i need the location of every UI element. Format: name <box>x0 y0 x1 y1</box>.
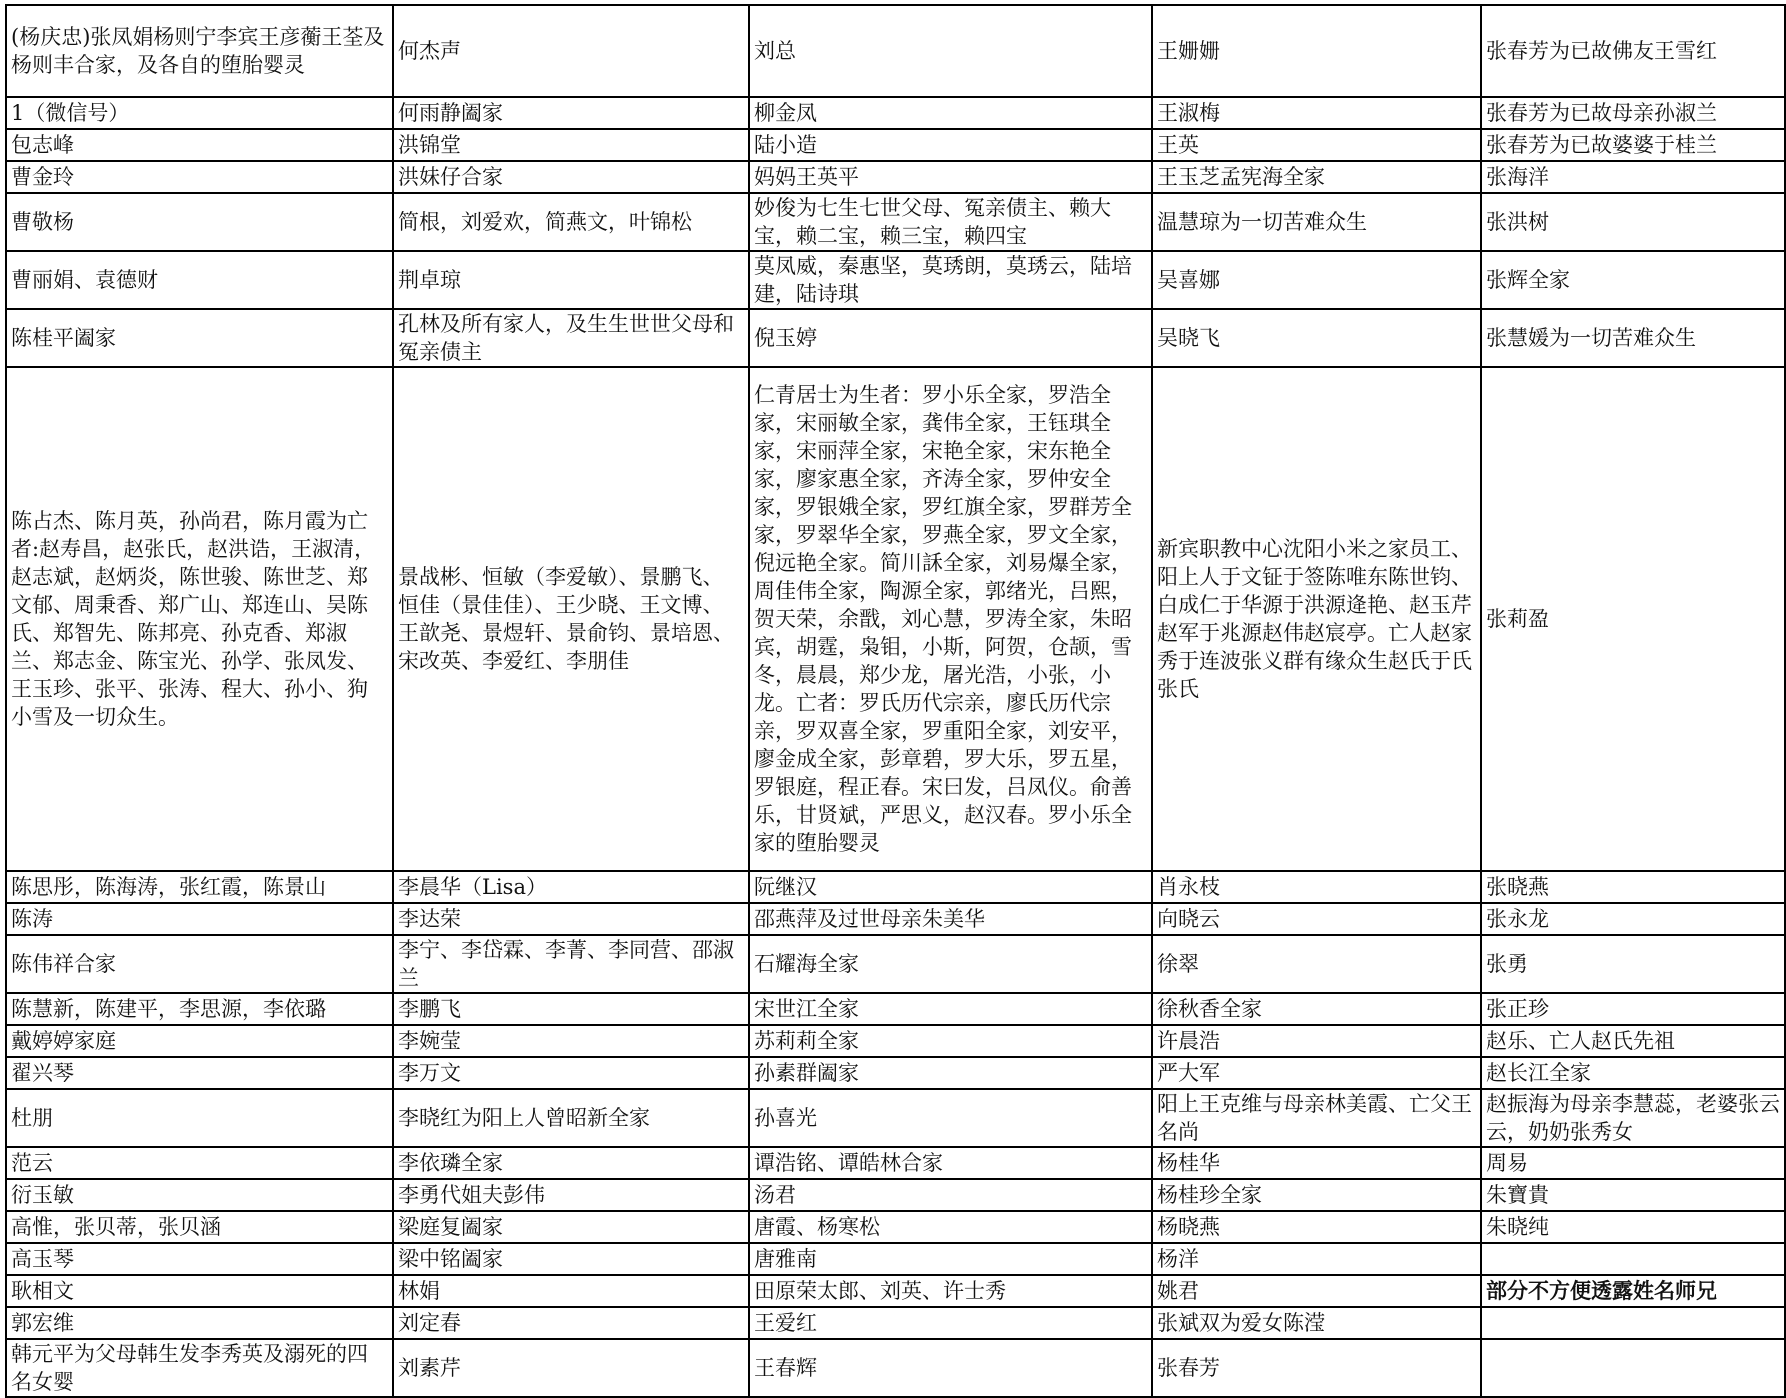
table-cell: 荆卓琼 <box>393 251 749 309</box>
table-row <box>6 1179 1785 1211</box>
table-cell: 张晓燕 <box>1481 871 1785 903</box>
table-cell: 李达荣 <box>393 903 749 935</box>
table-row <box>6 1307 1785 1339</box>
table-row <box>6 1339 1785 1397</box>
table-cell: 部分不方便透露姓名师兄 <box>1481 1275 1785 1307</box>
table-cell: 李依璘全家 <box>393 1147 749 1179</box>
table-cell: 衍玉敏 <box>6 1179 393 1211</box>
table-row <box>6 5 1785 97</box>
table-cell: 吴喜娜 <box>1152 251 1481 309</box>
table-cell: 刘总 <box>749 5 1152 97</box>
table-cell: 邵燕萍及过世母亲朱美华 <box>749 903 1152 935</box>
table-cell: 陈慧新，陈建平，李思源，李依璐 <box>6 993 393 1025</box>
table-cell: 周易 <box>1481 1147 1785 1179</box>
table-cell: 姚君 <box>1152 1275 1481 1307</box>
table-cell: 孙素群阖家 <box>749 1057 1152 1089</box>
table-cell: 林娟 <box>393 1275 749 1307</box>
table-cell: 1（微信号） <box>6 97 393 129</box>
table-cell: 王英 <box>1152 129 1481 161</box>
table-cell: 莫凤威，秦惠坚，莫琇朗，莫琇云，陆培建，陆诗琪 <box>749 251 1152 309</box>
table-cell: 张春芳 <box>1152 1339 1481 1397</box>
table-cell: 张斌双为爱女陈滢 <box>1152 1307 1481 1339</box>
table-row <box>6 1089 1785 1147</box>
table-cell: 张春芳为已故婆婆于桂兰 <box>1481 129 1785 161</box>
table-cell: 吴晓飞 <box>1152 309 1481 367</box>
table-cell: 张勇 <box>1481 935 1785 993</box>
table-cell: 李宁、李岱霖、李菁、李同营、邵淑兰 <box>393 935 749 993</box>
table-cell: 张正珍 <box>1481 993 1785 1025</box>
table-cell: 许晨浩 <box>1152 1025 1481 1057</box>
table-cell: 张辉全家 <box>1481 251 1785 309</box>
table-cell: 唐雅南 <box>749 1243 1152 1275</box>
table-row <box>6 251 1785 309</box>
table-cell: 简根，刘爱欢，简燕文，叶锦松 <box>393 193 749 251</box>
names-table-body <box>6 5 1785 1397</box>
table-cell: 徐秋香全家 <box>1152 993 1481 1025</box>
table-cell: 张莉盈 <box>1481 367 1785 871</box>
table-cell <box>1481 1339 1785 1397</box>
table-row <box>6 903 1785 935</box>
table-cell: 杨洋 <box>1152 1243 1481 1275</box>
table-cell: 梁庭复阖家 <box>393 1211 749 1243</box>
table-cell: 王春辉 <box>749 1339 1152 1397</box>
table-cell: 宋世江全家 <box>749 993 1152 1025</box>
table-cell: 范云 <box>6 1147 393 1179</box>
table-cell: 向晓云 <box>1152 903 1481 935</box>
table-cell: 孔林及所有家人，及生生世世父母和冤亲债主 <box>393 309 749 367</box>
table-cell: 李万文 <box>393 1057 749 1089</box>
table-cell: 耿相文 <box>6 1275 393 1307</box>
table-cell: 何雨静阖家 <box>393 97 749 129</box>
table-row <box>6 1243 1785 1275</box>
table-cell: 王姗姗 <box>1152 5 1481 97</box>
table-cell: 赵振海为母亲李慧蕊，老婆张云云，奶奶张秀女 <box>1481 1089 1785 1147</box>
table-cell: 刘定春 <box>393 1307 749 1339</box>
table-cell: 梁中铭阖家 <box>393 1243 749 1275</box>
table-cell: 景战彬、恒敏（李爱敏）、景鹏飞、恒佳（景佳佳）、王少晓、王文博、王歆尧、景煜轩、景俞钧、景培恩、宋改英、李爱红、李朋佳 <box>393 367 749 871</box>
table-row <box>6 161 1785 193</box>
table-cell: 阮继汉 <box>749 871 1152 903</box>
table-cell: (杨庆忠)张凤娟杨则宁李宾王彦蘅王荃及杨则丰合家，及各自的堕胎婴灵 <box>6 5 393 97</box>
table-cell: 孙喜光 <box>749 1089 1152 1147</box>
table-cell: 王淑梅 <box>1152 97 1481 129</box>
table-cell: 柳金凤 <box>749 97 1152 129</box>
table-cell: 李勇代姐夫彭伟 <box>393 1179 749 1211</box>
table-row <box>6 129 1785 161</box>
table-row <box>6 1025 1785 1057</box>
table-cell: 刘素芹 <box>393 1339 749 1397</box>
table-cell: 赵乐、亡人赵氏先祖 <box>1481 1025 1785 1057</box>
table-cell: 倪玉婷 <box>749 309 1152 367</box>
table-cell: 田原荣太郎、刘英、许士秀 <box>749 1275 1152 1307</box>
table-row <box>6 309 1785 367</box>
table-cell: 王玉芝孟宪海全家 <box>1152 161 1481 193</box>
table-cell: 张慧媛为一切苦难众生 <box>1481 309 1785 367</box>
table-cell: 张海洋 <box>1481 161 1785 193</box>
table-cell: 陈桂平阖家 <box>6 309 393 367</box>
table-row <box>6 1057 1785 1089</box>
table-cell: 赵长江全家 <box>1481 1057 1785 1089</box>
table-cell: 妈妈王英平 <box>749 161 1152 193</box>
table-cell: 仁青居士为生者：罗小乐全家，罗浩全家，宋丽敏全家，龚伟全家，王钰琪全家，宋丽萍全家，宋艳全家，宋东艳全家，廖家惠全家，齐涛全家，罗仲安全家，罗银娥全家，罗红旗全家，罗群芳全家，罗翠华全家，罗燕全家，罗文全家，倪远艳全家。简川訸全家，刘易爆全家，周佳伟全家，陶源全家，郭绪光，吕熙，贺天荣，余戬，刘心慧，罗涛全家，朱昭宾，胡霆，枭钼，小斯，阿贺，仓颉，雪冬，晨晨，郑少龙，屠光浩，小张，小龙。亡者：罗氏历代宗亲，廖氏历代宗亲，罗双喜全家，罗重阳全家，刘安平，廖金成全家，彭章碧，罗大乐，罗五星，罗银庭，程正春。宋曰发，吕凤仪。俞善乐，甘贤斌，严思义，赵汉春。罗小乐全家的堕胎婴灵 <box>749 367 1152 871</box>
table-row <box>6 367 1785 871</box>
table-cell: 陆小造 <box>749 129 1152 161</box>
table-cell: 汤君 <box>749 1179 1152 1211</box>
table-row <box>6 1147 1785 1179</box>
table-cell: 戴婷婷家庭 <box>6 1025 393 1057</box>
table-cell: 洪锦堂 <box>393 129 749 161</box>
table-cell: 陈占杰、陈月英，孙尚君，陈月霞为亡者:赵寿昌，赵张氏，赵洪诰，王淑清，赵志斌，赵炳炎，陈世骏、陈世芝、郑文郁、周秉香、郑广山、郑连山、吴陈氏、郑智先、陈邦亮、孙克香、郑淑兰、郑志金、陈宝光、孙学、张凤发、王玉珍、张平、张涛、程大、孙小、狗小雪及一切众生。 <box>6 367 393 871</box>
table-cell: 陈涛 <box>6 903 393 935</box>
table-cell: 张春芳为已故母亲孙淑兰 <box>1481 97 1785 129</box>
table-cell: 曹敬杨 <box>6 193 393 251</box>
table-cell: 高玉琴 <box>6 1243 393 1275</box>
table-cell: 韩元平为父母韩生发李秀英及溺死的四名女婴 <box>6 1339 393 1397</box>
table-cell: 陈伟祥合家 <box>6 935 393 993</box>
table-cell: 妙俊为七生七世父母、冤亲债主、赖大宝，赖二宝，赖三宝，赖四宝 <box>749 193 1152 251</box>
table-cell: 阳上王克维与母亲林美霞、亡父王名尚 <box>1152 1089 1481 1147</box>
table-cell: 温慧琼为一切苦难众生 <box>1152 193 1481 251</box>
table-cell: 朱晓纯 <box>1481 1211 1785 1243</box>
table-cell: 杨晓燕 <box>1152 1211 1481 1243</box>
table-cell: 杨桂珍全家 <box>1152 1179 1481 1211</box>
table-cell: 严大军 <box>1152 1057 1481 1089</box>
table-cell: 王爱红 <box>749 1307 1152 1339</box>
table-cell: 李晨华（Lisa） <box>393 871 749 903</box>
table-row <box>6 1275 1785 1307</box>
table-row <box>6 935 1785 993</box>
table-cell: 包志峰 <box>6 129 393 161</box>
table-cell: 洪妹仔合家 <box>393 161 749 193</box>
table-cell: 李婉莹 <box>393 1025 749 1057</box>
table-row <box>6 97 1785 129</box>
table-cell: 高惟，张贝蒂，张贝涵 <box>6 1211 393 1243</box>
table-cell: 杨桂华 <box>1152 1147 1481 1179</box>
table-cell: 李鹏飞 <box>393 993 749 1025</box>
table-cell: 苏莉莉全家 <box>749 1025 1152 1057</box>
table-row <box>6 993 1785 1025</box>
table-row <box>6 1211 1785 1243</box>
table-cell: 李晓红为阳上人曾昭新全家 <box>393 1089 749 1147</box>
table-cell: 翟兴琴 <box>6 1057 393 1089</box>
table-cell: 曹丽娟、袁德财 <box>6 251 393 309</box>
table-row <box>6 871 1785 903</box>
table-cell: 徐翠 <box>1152 935 1481 993</box>
table-cell: 曹金玲 <box>6 161 393 193</box>
names-table <box>5 4 1786 1398</box>
table-cell: 唐霞、杨寒松 <box>749 1211 1152 1243</box>
table-cell: 谭浩铭、谭皓林合家 <box>749 1147 1152 1179</box>
table-cell: 张洪树 <box>1481 193 1785 251</box>
table-cell <box>1481 1243 1785 1275</box>
table-cell: 肖永枝 <box>1152 871 1481 903</box>
table-cell: 张永龙 <box>1481 903 1785 935</box>
table-cell: 张春芳为已故佛友王雪红 <box>1481 5 1785 97</box>
table-cell: 石耀海全家 <box>749 935 1152 993</box>
table-cell: 陈思彤，陈海涛，张红霞，陈景山 <box>6 871 393 903</box>
table-cell: 郭宏维 <box>6 1307 393 1339</box>
table-row <box>6 193 1785 251</box>
table-cell: 新宾职教中心沈阳小米之家员工、阳上人于文钲于签陈唯东陈世钧、白成仁于华源于洪源逄艳、赵玉芹赵军于兆源赵伟赵宸亭。亡人赵家秀于连波张义群有缘众生赵氏于氏张氏 <box>1152 367 1481 871</box>
table-cell: 朱寶貴 <box>1481 1179 1785 1211</box>
table-cell: 何杰声 <box>393 5 749 97</box>
table-cell <box>1481 1307 1785 1339</box>
table-cell: 杜朋 <box>6 1089 393 1147</box>
